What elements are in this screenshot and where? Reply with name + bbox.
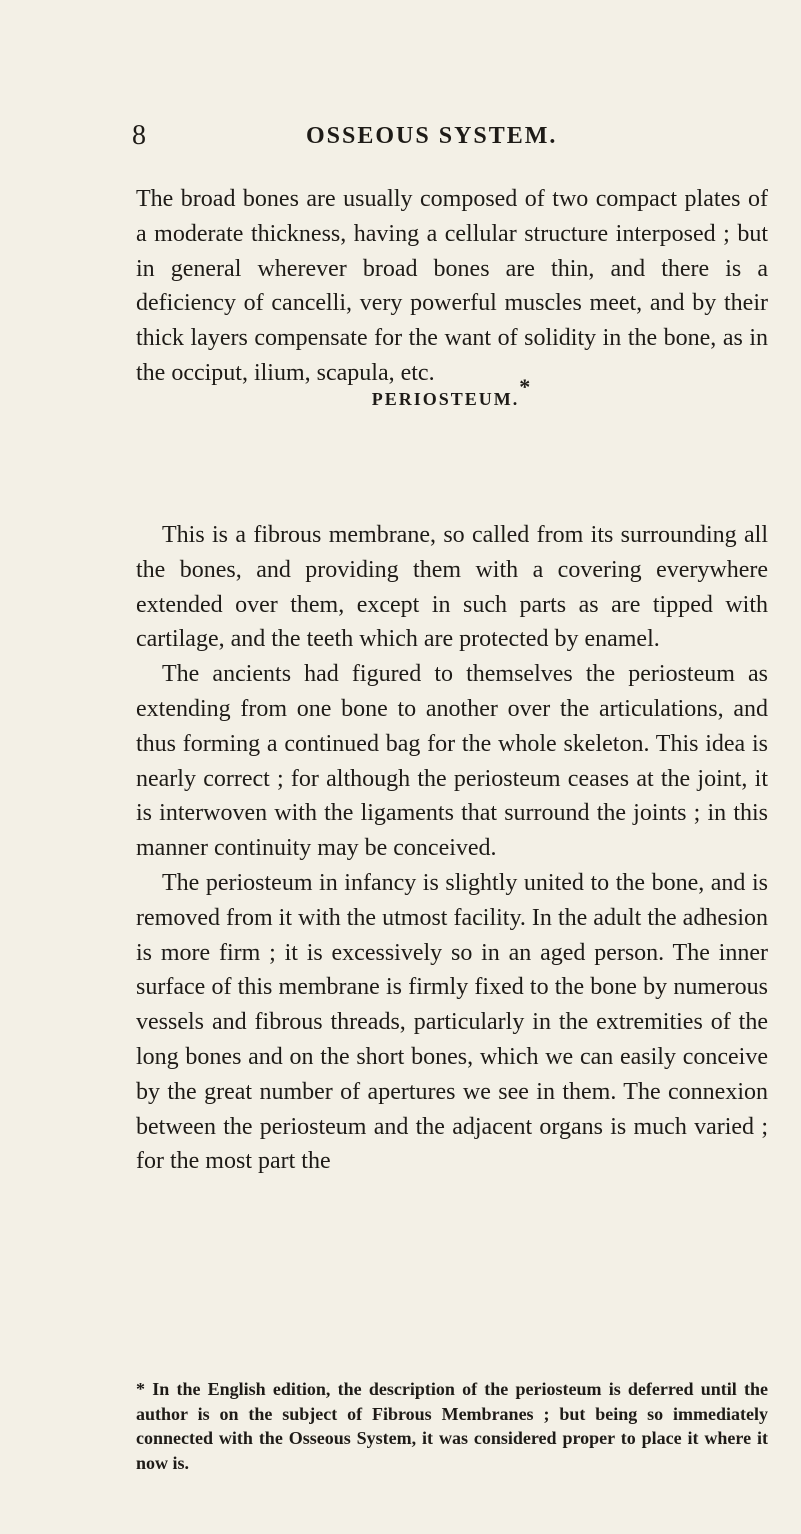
running-title: OSSEOUS SYSTEM.: [306, 123, 558, 149]
section-heading-text: PERIOSTEUM.: [371, 389, 520, 409]
footnote: * In the English edition, the description of the periosteum is deferred until the author is on the subject of Fibrous Membranes ; but being so immediately connected with the Osseous System, it was considered proper to place it where it now is.: [136, 1379, 768, 1473]
running-head: [132, 118, 772, 154]
footnote-marker: *: [519, 374, 533, 399]
paragraph: This is a fibrous membrane, so called from its surrounding all the bones, and providing them with a covering everywhere extended over them, except in such parts as are tipped with cartilage, and the teeth which are protected by enamel.: [136, 522, 768, 653]
paragraph: The ancients had figured to themselves the periosteum as extending from one bone to another over the articulations, and thus forming a continued bag for the whole skeleton. This idea is nearly correct ; for although the periosteum ceases at the joint, it is interwoven with the ligaments that surround the joints ; in this manner continuity may be conceived.: [136, 661, 768, 862]
paragraph: The periosteum in infancy is slightly united to the bone, and is removed from it with the utmost facility. In the adult the adhesion is more firm ; it is excessively so in an aged person. The inner surface of this membrane is firmly fixed to the bone by numerous vessels and fibrous threads, particularly in the extremities of the long bones and on the short bones, which we can easily conceive by the great number of apertures we see in them. The connexion between the periosteum and the adjacent organs is much varied ; for the most part the: [136, 869, 768, 1175]
section-heading: [136, 376, 768, 414]
periosteum-text-block: [136, 518, 768, 1179]
intro-text-block: [136, 182, 768, 391]
page-number: 8: [132, 120, 146, 151]
intro-paragraph: The broad bones are usually composed of two compact plates of a moderate thickness, having a cellular structure interposed ; but in general wherever broad bones are thin, and there is a deficiency of cancelli, very powerful muscles meet, and by their thick layers compensate for the want of solidity in the bone, as in the occiput, ilium, scapula, etc.: [136, 186, 768, 386]
